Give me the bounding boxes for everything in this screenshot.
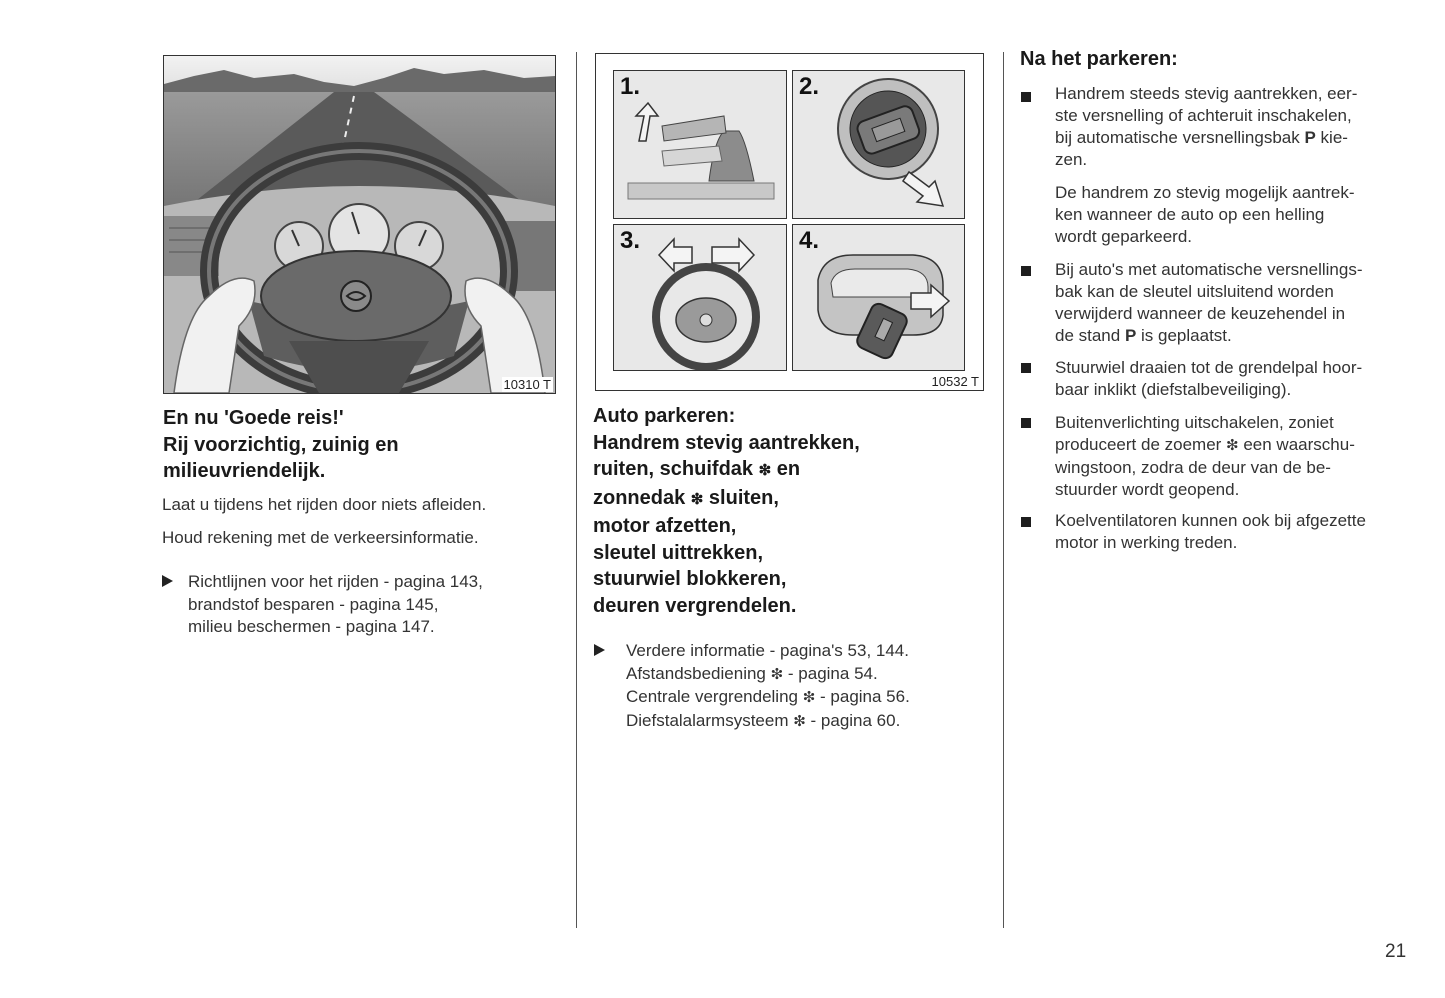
arrow-marker-icon	[162, 575, 173, 587]
page-number: 21	[1385, 941, 1407, 962]
column-divider-left	[576, 52, 577, 928]
equipment-symbol-icon: ❇	[758, 462, 772, 479]
heading-line: Auto parkeren:	[593, 405, 736, 427]
bullet-text: Handrem steeds stevig aantrekken, eer- ste versnelling of achteruit inschakelen, bij automatische versnellingsbak P kie- zen.	[1055, 84, 1358, 169]
figure-code: 10310 T	[503, 377, 551, 392]
reference-line: brandstof besparen - pagina 145,	[188, 594, 439, 614]
panel-number: 4.	[799, 227, 820, 254]
equipment-symbol-icon: ❇	[802, 689, 816, 706]
equipment-symbol-icon: ❇	[690, 490, 704, 508]
steering-wheel-illustration	[163, 55, 556, 394]
bullet-icon	[1021, 92, 1031, 102]
equipment-symbol-icon: ❇	[793, 712, 806, 730]
arrow-marker-icon	[594, 644, 605, 656]
heading-line: deuren vergrendelen.	[593, 594, 797, 617]
heading-line: En nu 'Goede reis!'	[163, 407, 344, 429]
panel-door-lock	[792, 224, 965, 371]
middle-heading	[593, 403, 993, 619]
bullet-icon	[1021, 418, 1031, 428]
reference-line: Verdere informatie - pagina's 53, 144.	[626, 641, 909, 660]
bullet-text: Stuurwiel draaien tot de grendelpal hoor- baar inklikt (diefstalbeveiliging).	[1055, 358, 1363, 399]
panel-number: 1.	[620, 73, 641, 100]
reference-line: Diefstalalarmsysteem ❇ - pagina 60.	[626, 710, 901, 730]
figure-code: 10532 T	[931, 374, 979, 389]
bullet-text: Koelventilatoren kunnen ook bij afgezette motor in werking treden.	[1055, 511, 1366, 552]
heading-line: stuurwiel blokkeren,	[593, 568, 787, 590]
reference-line: Centrale vergrendeling ❇ - pagina 56.	[626, 687, 910, 706]
heading-line: zonnedak ❇ sluiten,	[593, 486, 779, 509]
heading-line: ruiten, schuifdak ❇ en	[593, 458, 801, 480]
bullet-icon	[1021, 363, 1031, 373]
heading-line: Rij voorzichtig, zuinig en	[163, 433, 399, 456]
panel-number: 3.	[620, 227, 641, 254]
panel-handbrake	[613, 70, 787, 219]
heading-line: Handrem stevig aantrekken,	[593, 431, 860, 454]
left-heading	[163, 405, 563, 485]
bullet-icon	[1021, 266, 1031, 276]
heading-line: milieuvriendelijk.	[163, 460, 326, 482]
panel-number: 2.	[799, 73, 820, 100]
bullet-text: Bij auto's met automatische versnellings- bak kan de sleutel uitsluitend worden verwijderd wanneer de keuzehendel in de stand P is geplaatst.	[1055, 260, 1363, 345]
paragraph: Laat u tijdens het rijden door niets afleiden.	[162, 495, 487, 514]
paragraph: Houd rekening met de verkeersinformatie.	[162, 528, 479, 547]
heading-line: motor afzetten,	[593, 515, 737, 537]
column-divider-right	[1003, 52, 1004, 928]
bullet-note: De handrem zo stevig mogelijk aantrek- ken wanneer de auto op een helling wordt geparkeerd.	[1055, 183, 1355, 246]
steering-wheel-drawing	[164, 56, 555, 393]
panel-steering-lock	[613, 224, 787, 371]
panel-ignition	[792, 70, 965, 219]
reference-line: Richtlijnen voor het rijden - pagina 143,	[188, 572, 483, 591]
parking-steps-illustration	[595, 53, 984, 391]
right-heading: Na het parkeren:	[1020, 48, 1178, 70]
reference-line: milieu beschermen - pagina 147.	[188, 617, 435, 636]
reference-line: Afstandsbediening ❇ - pagina 54.	[626, 663, 878, 683]
equipment-symbol-icon: ❇	[770, 665, 784, 683]
heading-line: sleutel uittrekken,	[593, 541, 764, 564]
bullet-text: Buitenverlichting uitschakelen, zoniet produceert de zoemer ❇ een waarschu- wingstoon, zodra de deur van de be- stuurder wordt geopend.	[1055, 413, 1355, 499]
bullet-icon	[1021, 517, 1031, 527]
equipment-symbol-icon: ❇	[1226, 437, 1239, 454]
